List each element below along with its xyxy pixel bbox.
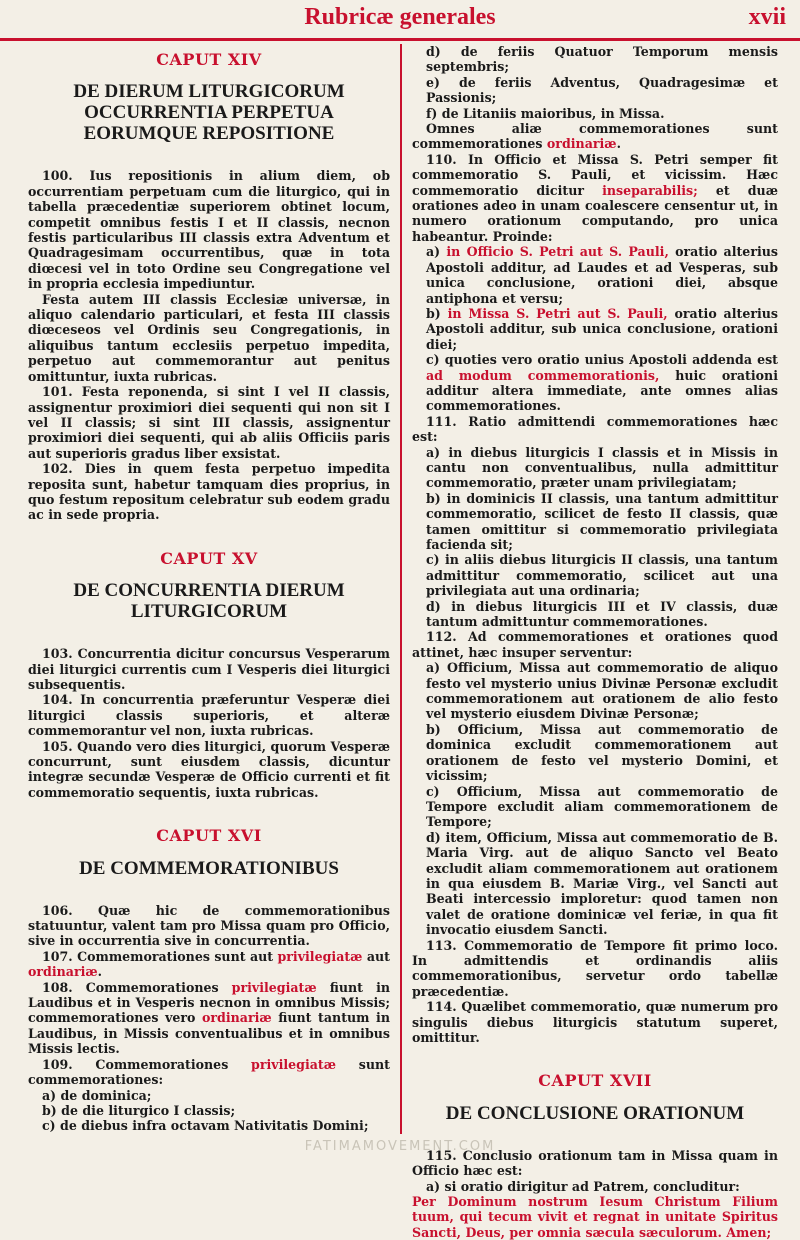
paragraph-102: 102. Dies in quem festa perpetuo impedita reposita sunt, habetur tamquam dies proprius, in quo festum repositum celebratur sub eodem gradu ac in sede propria. <box>28 461 390 523</box>
column-divider <box>400 44 402 1134</box>
chapter-title-17: DE CONCLUSIONE ORATIONUM <box>445 1102 745 1124</box>
list-item: f) de Litaniis maioribus, in Missa. <box>426 105 665 121</box>
list-item: a) Officium, Missa aut commemoratio de aliquo festo vel mysterio unius Divinæ Personæ excludit commemorationem aut orationem de alio festo vel mysterio eiusdem Divinæ Personæ; <box>426 660 778 722</box>
list-item: c) Officium, Missa aut commemoratio de Tempore excludit aliam commemorationem de Tempore; <box>426 783 778 830</box>
list-item: c) quoties vero oratio unius Apostoli addenda est ad modum commemorationis, huic orationi additur altera immediate, ante omnes alias commemorationes. <box>426 352 778 414</box>
list-item: b) in dominicis II classis, una tantum admittitur commemoratio, scilicet de festo II classis, quæ tamen omittitur si commemoratio privilegiata facienda sit; <box>426 490 778 552</box>
list-item: b) de die liturgico I classis; <box>42 1102 236 1118</box>
list-item: c) in aliis diebus liturgicis II classis, una tantum admittitur commemoratio, scilicet aut una privilegiata aut una ordinaria; <box>426 552 778 599</box>
chapter-heading-16: CAPUT XVI <box>156 826 262 846</box>
list-item: b) in Missa S. Petri aut S. Pauli, oratio alterius Apostoli additur, sub unica conclusione, orationi diei; <box>426 305 778 352</box>
paragraph-omnes: Omnes aliæ commemorationes sunt commemorationes ordinariæ. <box>412 121 778 152</box>
list-item: d) in diebus liturgicis III et IV classis, duæ tantum admittuntur commemorationes. <box>426 598 778 630</box>
paragraph-115: 115. Conclusio orationum tam in Missa quam in Officio hæc est: <box>412 1147 778 1179</box>
paragraph-109: 109. Commemorationes privilegiatæ sunt commemorationes: <box>28 1056 391 1088</box>
list-item: a) si oratio dirigitur ad Patrem, concluditur: <box>426 1178 740 1194</box>
watermark: FATIMAMOVEMENT.COM <box>304 1139 496 1154</box>
paragraph-112: 112. Ad commemorationes et orationes quod attinet, hæc insuper serventur: <box>412 629 778 660</box>
paragraph-111: 111. Ratio admittendi commemorationes hæc est: <box>412 413 778 445</box>
chapter-heading-15: CAPUT XV <box>160 548 258 568</box>
list-item: d) item, Officium, Missa aut commemoratio de B. Maria Virg. aut de aliquo Sancto vel Beato excludit aliam commemorationem aut orationem in qua eiusdem B. Mariæ Virg., vel Sancti aut Beati intercessio imploretur: quod tamen non valet de oratione dominicæ vel feriæ, in qua fit invocatio eiusdem Sancti. <box>426 829 778 938</box>
paragraph-106: 106. Quæ hic de commemorationibus statuuntur, valent tam pro Missa quam pro Officio, sive in occurrentia sive in concurrentia. <box>28 902 390 949</box>
header-title: Rubricæ generales <box>304 4 496 30</box>
list-item: a) de dominica; <box>42 1087 152 1103</box>
paragraph-108: 108. Commemorationes privilegiatæ fiunt in Laudibus et in Vesperis necnon in omnibus Missis; commemorationes vero ordinariæ fiunt tantum in Laudibus, in Missis conventualibus et in omnibus Missis lectis. <box>28 979 391 1057</box>
paragraph-107: 107. Commemorationes sunt aut privilegiatæ aut ordinariæ. <box>28 948 390 980</box>
left-column <box>28 44 391 1134</box>
chapter-heading-14: CAPUT XIV <box>156 50 262 69</box>
chapter-title-14: DE DIERUM LITURGICORUM OCCURRENTIA PERPETUA EORUMQUE REPOSITIONE <box>73 81 345 145</box>
page-number: xvii <box>748 4 786 30</box>
paragraph-103: 103. Concurrentia dicitur concursus Vesperarum diei liturgici currentis cum I Vesperis diei liturgici subsequentis. <box>28 646 390 692</box>
paragraph-114: 114. Quælibet commemoratio, quæ numerum pro singulis diebus liturgicis statutum superet, omittitur. <box>412 999 778 1045</box>
list-item: b) Officium, Missa aut commemoratio de dominica excludit commemorationem aut orationem de festo vel mysterio Domini, et vicissim; <box>426 721 778 784</box>
list-item: a) in Officio S. Petri aut S. Pauli, oratio alterius Apostoli additur, ad Laudes et ad Vesperas, sub unica conclusione, orationi diei, absque antiphona et versu; <box>426 244 778 306</box>
list-item: a) in diebus liturgicis I classis et in Missis in cantu non conventualibus, nulla admittitur commemoratio, præter unam privilegiatam; <box>426 444 778 491</box>
list-item: c) de diebus infra octavam Nativitatis Domini; <box>42 1118 369 1134</box>
paragraph-105: 105. Quando vero dies liturgici, quorum Vesperæ concurrunt, sunt eiusdem classis, dicuntur integræ secundæ Vesperæ de Officio currenti et fit commemoratio sequentis, iuxta rubricas. <box>28 738 390 800</box>
chapter-title-15: DE CONCURRENTIA DIERUM LITURGICORUM <box>73 580 345 623</box>
paragraph-100: 100. Ius repositionis in alium diem, ob occurrentiam perpetuam cum die liturgico, qui in tabella præcedentiæ superiorem obtinet locum, competit omnibus festis I et II classis, necnon festis particularibus III classis extra Adventum et Quadragesimam occurrentibus, quæ in tota diœcesi vel in toto Ordine seu Congregatione vel in propria ecclesia impediuntur. <box>28 168 390 292</box>
chapter-title-16: DE COMMEMORATIONIBUS <box>79 857 339 879</box>
chapter-heading-17: CAPUT XVII <box>538 1071 652 1091</box>
list-item: e) de feriis Adventus, Quadragesimæ et Passionis; <box>426 74 778 106</box>
paragraph-101: 101. Festa reponenda, si sint I vel II classis, assignentur proximiori diei sequenti qui non sit I vel II classis; si sint III classis, assignentur proximiori diei sequenti, qui ab aliis Officiis paris aut superioris gradus liber exsistat. <box>28 384 390 461</box>
paragraph-104: 104. In concurrentia præferuntur Vesperæ diei liturgici classis superioris, et alteræ commemorantur vel non, iuxta rubricas. <box>28 692 390 739</box>
list-item: d) de feriis Quatuor Temporum mensis septembris; <box>426 44 778 75</box>
paragraph-113: 113. Commemoratio de Tempore fit primo loco. In admittendis et ordinandis aliis commemorationibus, servetur ordo tabellæ præcedentiæ. <box>412 937 778 999</box>
right-column <box>412 44 778 1240</box>
conclusion-formula: Per Dominum nostrum Iesum Christum Filium tuum, qui tecum vivit et regnat in unitate Spiritus Sancti, Deus, per omnia sæcula sæculorum. Amen; <box>412 1194 778 1240</box>
paragraph-110: 110. In Officio et Missa S. Petri semper fit commemoratio S. Pauli, et vicissim. Hæc commemoratio dicitur inseparabilis; et duæ orationes adeo in unam coalescere censentur ut, in numero orationum computando, pro unica habeantur. Proinde: <box>412 151 778 244</box>
page-header <box>0 0 800 41</box>
paragraph-100b: Festa autem III classis Ecclesiæ universæ, in aliquo calendario particulari, et festa III classis diœceseos vel Ordinis seu Congregationis, in aliquibus tantum ecclesiis perpetuo impedita, perpetuo aut commemorantur aut penitus omittuntur, iuxta rubricas. <box>28 291 390 384</box>
